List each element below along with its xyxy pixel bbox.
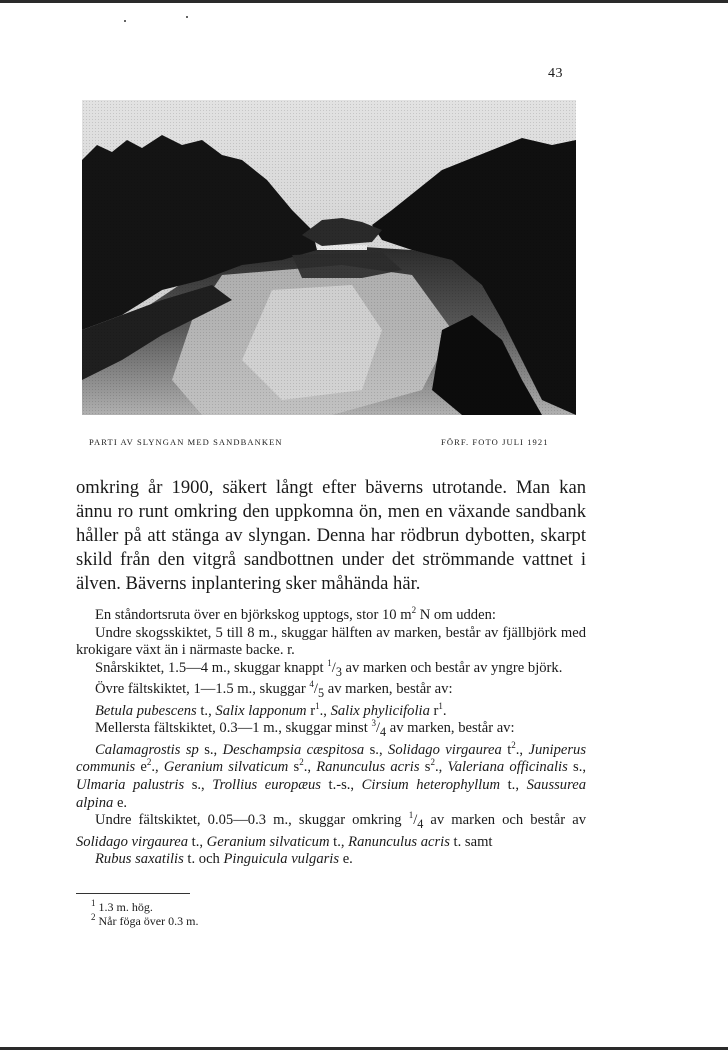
abundance: .,: [303, 759, 317, 776]
footnote-mark: 2: [299, 757, 304, 768]
footnote-mark: 2: [146, 757, 152, 768]
notes-mellersta-species: [76, 742, 586, 812]
abundance: .,: [319, 702, 331, 719]
main-paragraph: [76, 476, 586, 596]
print-speck: [186, 16, 188, 18]
abundance: .,: [434, 759, 448, 776]
photo-credit: FÖRF. FOTO JULI 1921: [441, 437, 549, 447]
footnote-mark: 2: [430, 757, 435, 768]
fraction-denominator: 4: [417, 817, 424, 832]
body-paragraph-text: omkring år 1900, säkert långt efter bäverns utrotande. Man kan ännu ro runt omkring den uppkomna ön, men en växande sandbank håller på att stänga av slyngan. Denna har rödbrun dybotten, skarpt skild från den vitgrå sandbottnen under det strömmande vattnet i älven. Bäverns inplantering sker måhända här.: [76, 477, 586, 594]
footnote-text: 1.3 m. hög.: [95, 900, 153, 914]
notes-intro: [76, 607, 586, 625]
fraction-numerator: 3: [371, 718, 376, 729]
notes-ovre-faltskiktet: Övre fältskiktet, 1—1.5 m., skuggar $^4/_5$ av marken, består av:: [95, 679, 453, 701]
species-name: Salix phylicifolia: [330, 702, 430, 719]
footnote-mark: 2: [511, 740, 516, 751]
notes-ovre-species: [76, 700, 586, 721]
abundance: t.-s.,: [320, 777, 362, 794]
fraction-denominator: 5: [317, 686, 325, 701]
footnote-text: Når föga över 0.3 m.: [95, 914, 199, 928]
print-speck: [124, 20, 126, 22]
species-name: Pinguicula vulgaris: [223, 851, 340, 868]
species-name: Calamagrostis sp: [95, 741, 199, 758]
mellersta-text-end: av marken, består av:: [386, 720, 515, 737]
snar-text: Snårskiktet, 1.5—4 m., skuggar knappt: [95, 659, 328, 676]
abundance: t: [501, 741, 512, 758]
abundance: s.,: [198, 741, 223, 758]
abundance: s: [419, 759, 431, 776]
ovre-text: Övre fältskiktet, 1—1.5 m., skuggar: [95, 681, 310, 698]
footnote-mark: 1: [91, 898, 96, 908]
abundance: t. samt: [449, 833, 493, 850]
undre-skog-text: Undre skogsskiktet, 5 till 8 m., skuggar hälften av marken, består av fjällbjörk med krokigare växt än i närmaste backe. r.: [76, 624, 586, 659]
halftone-screen: [82, 100, 576, 415]
intro-text: En ståndortsruta över en björkskog upptogs, stor 10 m: [95, 607, 412, 623]
undre-text-mid: av marken och består av: [423, 812, 586, 829]
snar-text-end: av marken och består av yngre björk.: [341, 659, 563, 676]
species-name: Ranunculus acris: [316, 759, 420, 776]
fraction-denominator: 3: [335, 664, 342, 679]
top-border-rule: [0, 0, 728, 3]
species-name: Geranium silvaticum: [163, 759, 289, 776]
species-name: Juniperus communis: [76, 741, 587, 776]
species-name: Betula pubescens: [95, 702, 197, 719]
abundance: t. och: [183, 851, 224, 868]
footnotes: [91, 900, 198, 928]
fraction-numerator: 4: [309, 679, 314, 690]
abundance: .,: [515, 741, 529, 758]
fraction-numerator: 1: [327, 657, 332, 668]
species-name: Trollius europæus: [212, 777, 321, 794]
notes-undre-skogsskiktet: [76, 625, 586, 660]
footnote-mark: 1: [315, 700, 320, 711]
footnote-rule: [76, 893, 190, 894]
abundance: r: [306, 702, 316, 719]
species-name: Ulmaria palustris: [76, 777, 185, 794]
abundance: s.,: [364, 741, 389, 758]
species-name: Cirsium heterophyllum: [361, 777, 501, 794]
footnote-mark: 2: [91, 912, 96, 922]
footnote-1: [91, 900, 198, 914]
abundance: s.,: [567, 759, 586, 776]
abundance: t.,: [329, 833, 349, 850]
abundance: .: [442, 702, 447, 719]
intro-text-end: N om udden:: [416, 607, 496, 623]
vegetation-notes: [76, 607, 586, 869]
species-name: Ranunculus acris: [348, 833, 450, 850]
abundance: t.,: [500, 777, 527, 794]
species-name: Solidago virgaurea: [76, 833, 189, 850]
abundance: .,: [151, 759, 164, 776]
footnote-2: [91, 914, 198, 928]
river-photograph: [82, 100, 576, 415]
species-name: Deschampsia cæspitosa: [222, 741, 365, 758]
mellersta-text: Mellersta fältskiktet, 0.3—1 m., skuggar minst: [95, 720, 372, 737]
notes-snarskiktet: Snårskiktet, 1.5—4 m., skuggar knappt $^1/_3$ av marken och består av yngre björk.: [95, 657, 563, 679]
notes-undre-faltskiktet: Undre fältskiktet, 0.05—0.3 m., skuggar omkring $^1/_4$ av marken och består av Solidago virgaurea t., Geranium silvaticum t., Ranunculus acris t. samt: [76, 810, 586, 850]
abundance: e.: [339, 851, 353, 868]
abundance: e: [135, 759, 147, 776]
notes-last-line: [76, 851, 586, 869]
abundance: s: [288, 759, 300, 776]
notes-mellersta-faltskiktet: Mellersta fältskiktet, 0.3—1 m., skuggar minst $^3/_4$ av marken, består av:: [95, 718, 515, 740]
abundance: r: [429, 702, 439, 719]
abundance: s.,: [184, 777, 213, 794]
species-name: Saussurea alpina: [76, 777, 587, 811]
fraction-numerator: 1: [408, 810, 414, 821]
bottom-border-rule: [0, 1047, 728, 1050]
species-name: Valeriana officinalis: [447, 759, 568, 776]
footnote-mark: 1: [438, 700, 443, 711]
species-name: Solidago virgaurea: [388, 741, 502, 758]
abundance: t.,: [188, 833, 207, 850]
figure-caption: PARTI AV SLYNGAN MED SANDBANKEN: [89, 437, 283, 447]
fraction-denominator: 4: [380, 725, 387, 740]
species-name: Rubus saxatilis: [95, 851, 184, 868]
intro-superscript: 2: [411, 605, 417, 616]
abundance: e.: [113, 794, 128, 811]
page-number: 43: [548, 66, 563, 81]
ovre-text-end: av marken, består av:: [324, 681, 453, 698]
species-name: Salix lapponum: [215, 702, 307, 719]
river-landscape-image: [82, 100, 576, 415]
abundance: t.,: [196, 702, 216, 719]
species-name: Geranium silvaticum: [206, 833, 330, 850]
undre-text: Undre fältskiktet, 0.05—0.3 m., skuggar omkring: [95, 812, 409, 829]
